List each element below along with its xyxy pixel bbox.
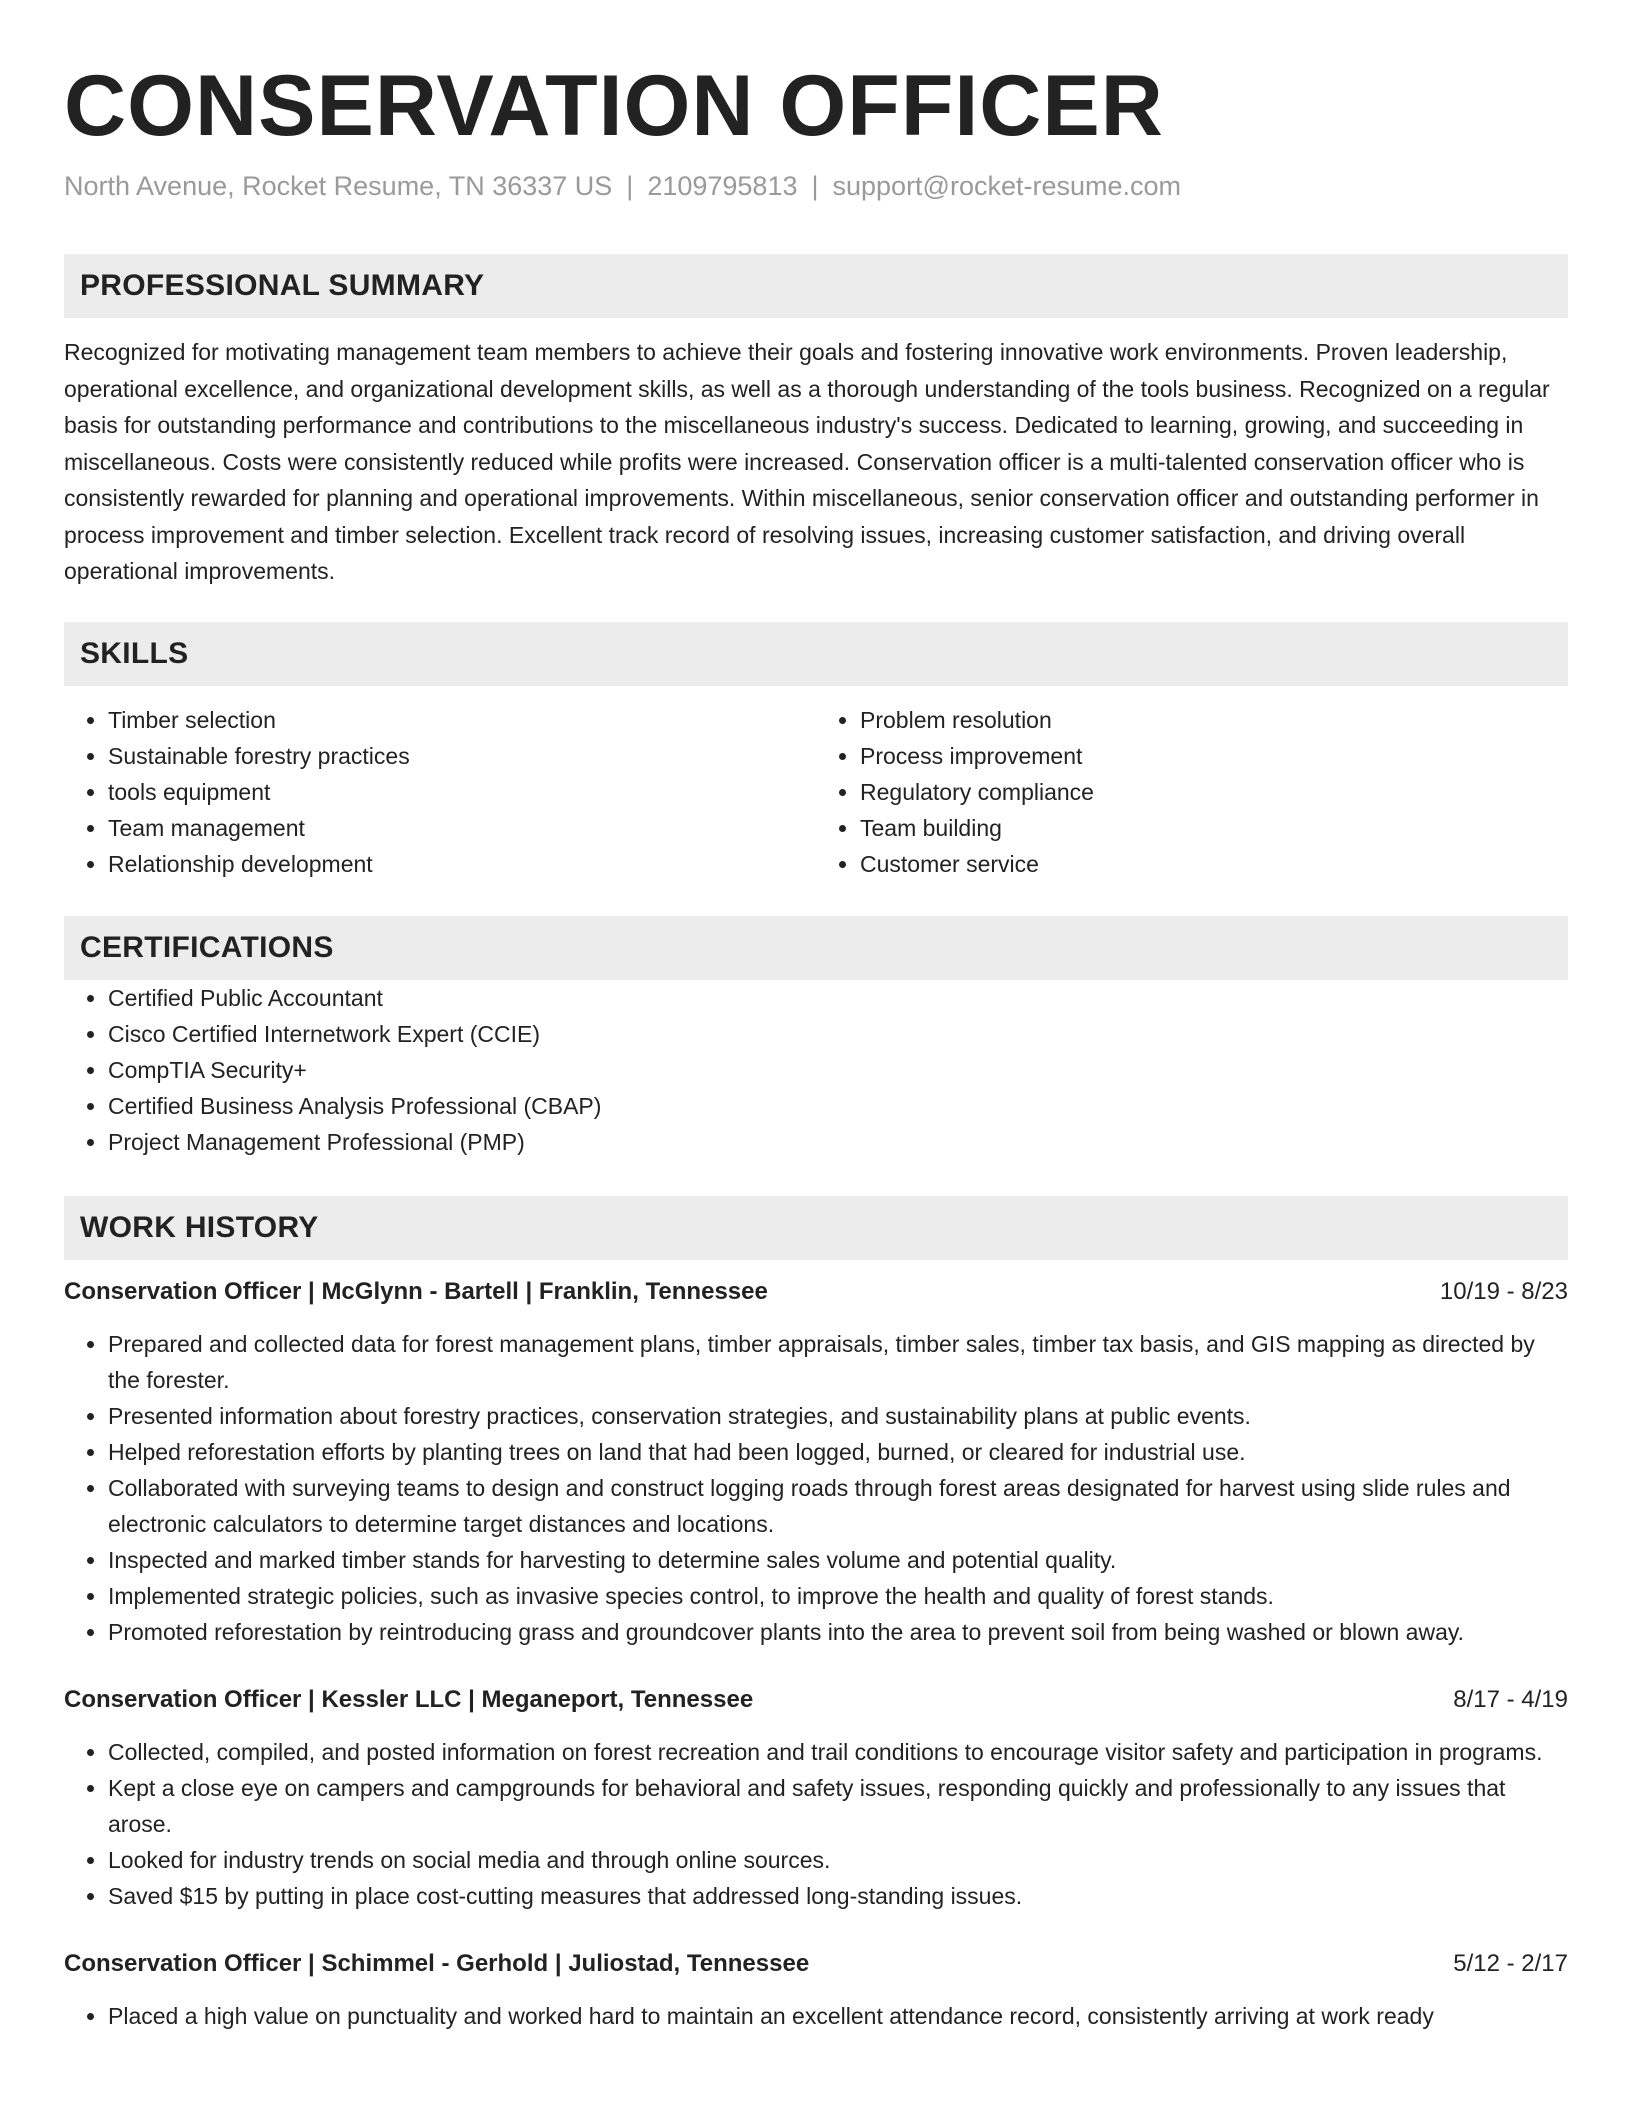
contact-separator: | [811, 171, 819, 201]
contact-line [64, 168, 1568, 204]
skill-item: • Process improvement [860, 738, 1568, 774]
resume-page [64, 56, 1568, 2034]
job-bullet: • Implemented strategic policies, such as invasive species control, to improve the health and quality of forest stands. [108, 1578, 1568, 1614]
contact-separator: | [626, 171, 634, 201]
job-bullets [64, 1734, 1568, 1914]
job-bullet: • Promoted reforestation by reintroducing grass and groundcover plants into the area to prevent soil from being washed or blown away. [108, 1614, 1568, 1650]
skill-item: • Problem resolution [860, 702, 1568, 738]
section-header-work-history: WORK HISTORY [64, 1196, 1568, 1260]
section-header-certifications: CERTIFICATIONS [64, 916, 1568, 980]
job-dates: 8/17 - 4/19 [1453, 1685, 1568, 1713]
job-title: Conservation Officer | McGlynn - Bartell | Franklin, Tennessee [64, 1277, 768, 1305]
job-bullet: • Collected, compiled, and posted information on forest recreation and trail conditions to encourage visitor safety and participation in programs. [108, 1734, 1568, 1770]
job-bullet: • Helped reforestation efforts by planting trees on land that had been logged, burned, or cleared for industrial use. [108, 1434, 1568, 1470]
certification-item: • Project Management Professional (PMP) [108, 1124, 1568, 1160]
job-bullet: • Saved $15 by putting in place cost-cutting measures that addressed long-standing issues. [108, 1878, 1568, 1914]
job-entry [64, 1682, 1568, 1914]
skill-item: • Relationship development [108, 846, 816, 882]
contact-address: North Avenue, Rocket Resume, TN 36337 US [64, 171, 613, 201]
job-bullet: • Prepared and collected data for forest management plans, timber appraisals, timber sales, timber tax basis, and GIS mapping as directed by the forester. [108, 1326, 1568, 1398]
resume-name: CONSERVATION OFFICER [64, 58, 1164, 154]
certification-item: • CompTIA Security+ [108, 1052, 1568, 1088]
section-header-skills: SKILLS [64, 622, 1568, 686]
job-title: Conservation Officer | Schimmel - Gerhold | Juliostad, Tennessee [64, 1949, 810, 1977]
job-bullet: • Kept a close eye on campers and campgrounds for behavioral and safety issues, responding quickly and professionally to any issues that arose. [108, 1770, 1568, 1842]
job-bullets [64, 1998, 1568, 2034]
summary-text: Recognized for motivating management team members to achieve their goals and fostering innovative work environments. Proven leadership, operational excellence, and organizational development skills, as well as a thorough understanding of the tools business. Recognized on a regular basis for outstanding performance and contributions to the miscellaneous industry's success. Dedicated to learning, growing, and succeeding in miscellaneous. Costs were consistently reduced while profits were increased. Conservation officer is a multi-talented conservation officer who is consistently rewarded for planning and operational improvements. Within miscellaneous, senior conservation officer and outstanding performer in process improvement and timber selection. Excellent track record of resolving issues, increasing customer satisfaction, and driving overall operational improvements. [64, 339, 1550, 584]
job-dates: 5/12 - 2/17 [1453, 1949, 1568, 1977]
certifications-list [64, 980, 1568, 1160]
job-bullet: • Collaborated with surveying teams to design and construct logging roads through forest areas designated for harvest using slide rules and electronic calculators to determine target distances and locations. [108, 1470, 1568, 1542]
section-header-summary: PROFESSIONAL SUMMARY [64, 254, 1568, 318]
job-bullet: • Inspected and marked timber stands for harvesting to determine sales volume and potential quality. [108, 1542, 1568, 1578]
skills-columns [64, 702, 1568, 882]
job-entry [64, 1946, 1568, 2034]
skill-item: • Team building [860, 810, 1568, 846]
contact-email: support@rocket-resume.com [832, 171, 1182, 201]
contact-phone: 2109795813 [647, 171, 798, 201]
skill-item: • tools equipment [108, 774, 816, 810]
job-title: Conservation Officer | Kessler LLC | Meganeport, Tennessee [64, 1685, 754, 1713]
job-bullet: • Presented information about forestry practices, conservation strategies, and sustainability plans at public events. [108, 1398, 1568, 1434]
certification-item: • Certified Business Analysis Professional (CBAP) [108, 1088, 1568, 1124]
certification-item: • Cisco Certified Internetwork Expert (CCIE) [108, 1016, 1568, 1052]
job-bullets [64, 1326, 1568, 1650]
skills-list-left [64, 702, 816, 882]
skill-item: • Team management [108, 810, 816, 846]
job-heading-row [64, 1946, 1568, 1982]
skill-item: • Customer service [860, 846, 1568, 882]
skills-list-right [816, 702, 1568, 882]
certification-item: • Certified Public Accountant [108, 980, 1568, 1016]
skill-item: • Timber selection [108, 702, 816, 738]
job-entry [64, 1274, 1568, 1650]
job-heading-row [64, 1682, 1568, 1718]
job-dates: 10/19 - 8/23 [1439, 1277, 1568, 1305]
job-heading-row [64, 1274, 1568, 1310]
skill-item: • Sustainable forestry practices [108, 738, 816, 774]
job-bullet: • Looked for industry trends on social media and through online sources. [108, 1842, 1568, 1878]
job-bullet: • Placed a high value on punctuality and worked hard to maintain an excellent attendance record, consistently arriving at work ready [108, 1998, 1568, 2034]
skill-item: • Regulatory compliance [860, 774, 1568, 810]
